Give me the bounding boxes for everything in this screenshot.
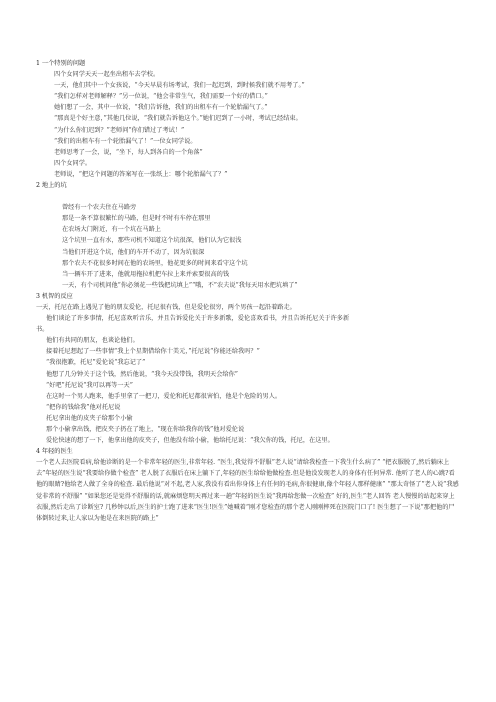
text-line: 那个小偷拿出钱，把皮夹子扔在了地上，“现在你给我你的钱”他对爱伦说	[46, 426, 245, 433]
text-line: 曾经有一个农夫住在马路旁	[62, 204, 137, 212]
text-line: “我很抱歉，托尼”爱伦说“我忘记了”	[46, 359, 146, 367]
text-line: “我们的出租车有一个轮胎漏气了！”一位女同学说。	[54, 137, 197, 145]
text-line: 当一辆车开了进来，他就用拖拉机把车拉上来并索要很高的钱	[62, 270, 230, 278]
text-line: “好吧”托尼说“我可以再等一天”	[46, 381, 133, 389]
text-line: 爱伦快速的想了一下，他拿出他的皮夹子，但他没有给小偷，他给托尼说：“我欠你的钱，托尼，在这里。	[46, 437, 334, 445]
text-line: 当他们开进这个坑，他们的车开不动了，因为坑很深	[62, 248, 205, 256]
text-line: 四个女同学天天一起坐出租车去学校。	[54, 71, 160, 79]
text-line: 一天，他们其中一个女孩说，“今天早晨有场考试，我们一起迟到，到时候我们就不用考了。”	[54, 82, 305, 90]
text-line: 一天，有个司机问他“你必须花一些钱把坑填上”“哦，不”农夫说“我每天用水把坑填了”	[62, 281, 298, 289]
text-line: “那真是个好主意，”其他几位说，“我们就告诉他这个。”她们迟到了一小时，考试已经结束。	[54, 115, 302, 123]
story-paragraph: 一个老人去医院看病,给他诊断的是一个非常年轻的医生,非常年轻. “医生,我觉得不舒服”老人说“请给我检查一下我生什么病了” “把衣服脱了,然后躺床上去”年轻的医生说“我要给你做个检查” 老人脱了衣服后在床上躺下了,年轻的医生给给他做检查.但是他没发现老人的身体有任何异常. 他听了老人的心跳?看他的眼睛?他给老人做了全身的检查. 最后他说“对不起,老人家,我没有看出你身体上有任何的毛病,你很健康,像个年轻人那样健康” “那太奇怪了”老人说“我感觉非常的不舒服” “如果您还是觉得不舒服的话,就麻烦您明天再过来一趟”年轻的医生说“我再给您做一次检查” 好的,医生”老人回答 老人慢慢的站起来穿上衣服,然后走出了诊断室? 几秒钟以后,医生的护士跑了进来“医生!医生”她喊着“刚才您检查的那个老人刚刚摔死在医院门口了! 医生想了一下说“那把他的尸体倒转过来,让人家以为他是在来医院的路上”	[36, 459, 459, 522]
text-line: 四个女同学。	[54, 159, 92, 167]
text-line: 那个农夫不花很多时间在他的农场里，他花更多的时间来看守这个坑	[62, 259, 248, 267]
section-title: 1 一个特别的问题	[36, 60, 86, 67]
text-line: “我们怎样对老师解释？”另一位说，“他会非常生气，我们需要一个好的借口。”	[54, 93, 268, 101]
section-1	[36, 58, 460, 180]
text-line: 接着托尼想起了一些事情“我上个星期借给你十美元，”托尼说“你能还给我吗？”	[46, 348, 260, 356]
text-line: 他们谈论了许多事情，托尼喜欢听音乐，并且告诉爱伦关于许多新歌，爱伦喜欢看书，并且告诉托尼关于许多新	[46, 315, 350, 323]
text-line: 在农场大门附近，有一个坑在马路上	[62, 226, 161, 234]
text-line: 她们想了一会，其中一位说，“我们告诉他，我们的出租车有一个轮胎漏气了。”	[54, 104, 268, 112]
text-line: 他想了几分钟关于这个钱，然后他说，“我今天没带钱，我明天会给你”	[46, 370, 238, 378]
text-line: 他们有共同的朋友，也谈论他们。	[46, 337, 139, 345]
text-line: 这个坑里一直有水，那些司机不知道这个坑很深，他们认为它很浅	[62, 237, 242, 245]
section-4	[36, 446, 460, 524]
section-title: 3 机智的反应	[36, 292, 73, 300]
text-line: 那是一条不算很繁忙的马路，但是时不时有车停在那里	[62, 215, 211, 223]
text-line: 老师思考了一会，说，“坐下，每人到各自的一个角落”	[54, 148, 203, 156]
text-line: 老师说，“把这个问题的答案写在一张纸上：哪个轮胎漏气了？”	[54, 170, 228, 178]
text-line: 在这时一个男人跑来，他手里拿了一把刀，爱伦和托尼都很害怕，他是个危险的男人。	[46, 392, 282, 400]
section-title: 2 地上的坑	[36, 182, 67, 190]
section-title: 4 年轻的医生	[36, 448, 73, 456]
section-3	[36, 291, 460, 446]
text-line: “为什么你们迟到？”老师问“你们错过了考试！”	[54, 126, 185, 134]
text-line: 一天，托尼在路上遇见了他的朋友爱伦，托尼很有钱，但是爱伦很穷，两个男孩一起沿着路走。	[36, 303, 296, 311]
text-line: 托尼拿出他的皮夹子给那个小偷	[46, 414, 133, 422]
text-line: 书。	[36, 326, 49, 334]
section-2	[36, 180, 460, 291]
text-line: “把你的钱给我”他对托尼说	[46, 403, 121, 411]
blank-line	[36, 191, 460, 202]
